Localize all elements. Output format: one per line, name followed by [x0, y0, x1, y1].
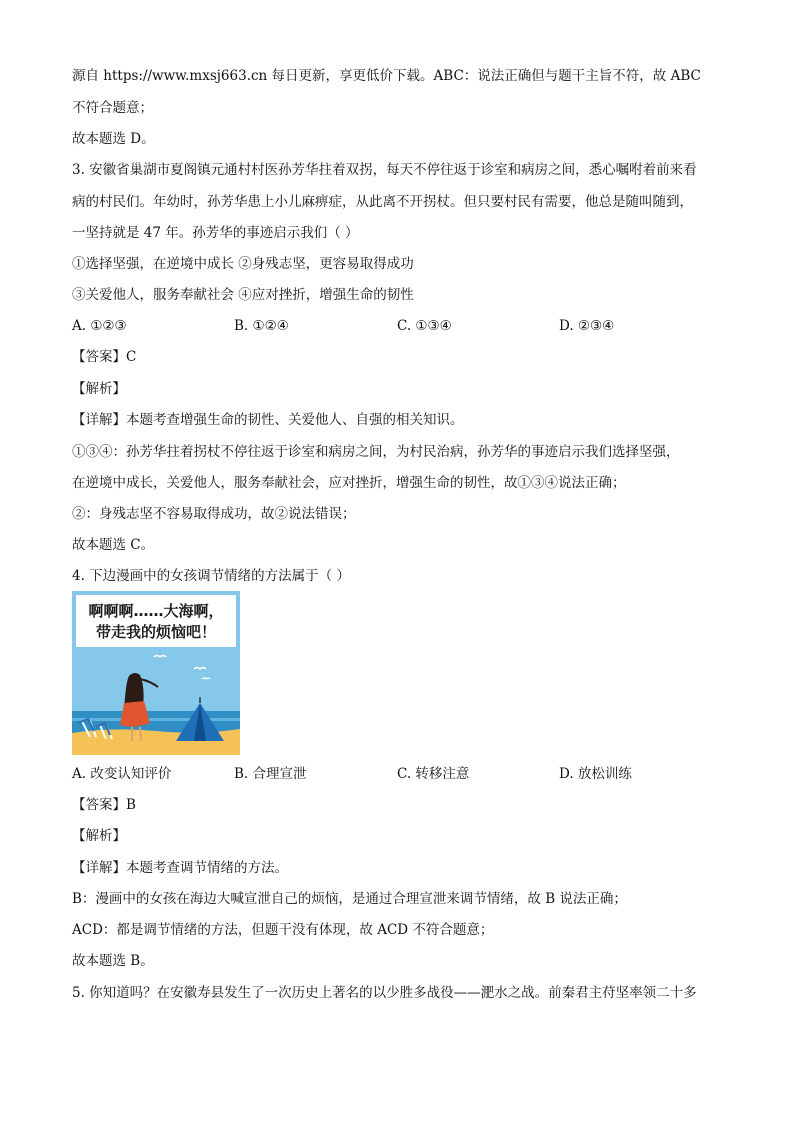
question-3-statements: ③关爱他人，服务奉献社会 ④应对挫折，增强生命的韧性	[72, 287, 414, 303]
option-b: B. ①②④	[234, 318, 289, 334]
caption-line-2: 带走我的烦恼吧！	[95, 623, 217, 641]
answer-label: 【答案】C	[72, 349, 137, 365]
question-3-statements: ①选择坚强，在逆境中成长 ②身残志坚，更容易取得成功	[72, 256, 414, 272]
question-3-options	[72, 316, 732, 336]
text-line: 故本题选 D。	[72, 131, 155, 147]
explanation-line: ②：身残志坚不容易取得成功，故②说法错误；	[72, 506, 356, 522]
question-3-stem: 3. 安徽省巢湖市夏阁镇元通村村医孙芳华拄着双拐，每天不停往返于诊室和病房之间，悉心嘱咐着前来看	[72, 162, 697, 178]
text-line: 源自 https://www.mxsj663.cn 每日更新，享更低价下载。ABC：说法正确但与题干主旨不符，故 ABC	[72, 68, 701, 84]
question-4-options	[72, 764, 732, 784]
option-c: C. ①③④	[397, 318, 452, 334]
option-b: B. 合理宣泄	[234, 766, 307, 782]
question-3-stem: 一坚持就是 47 年。孙芳华的事迹启示我们（ ）	[72, 225, 359, 241]
option-c: C. 转移注意	[397, 766, 470, 782]
explanation-line: ①③④：孙芳华拄着拐杖不停往返于诊室和病房之间，为村民治病，孙芳华的事迹启示我们选择坚强，	[72, 444, 680, 460]
question-3-stem: 病的村民们。年幼时，孙芳华患上小儿麻痹症，从此离不开拐杖。但只要村民有需要，他总是随叫随到，	[72, 194, 693, 210]
option-d: D. ②③④	[559, 318, 615, 334]
analysis-label: 【解析】	[72, 381, 126, 397]
explanation-line: 故本题选 C。	[72, 537, 155, 553]
option-a: A. ①②③	[72, 318, 127, 334]
explanation-line: 【详解】本题考查调节情绪的方法。	[72, 860, 288, 876]
explanation-line: ACD：都是调节情绪的方法，但题干没有体现，故 ACD 不符合题意；	[72, 922, 494, 938]
caption-line-1: 啊啊啊……大海啊，	[88, 602, 224, 620]
option-a: A. 改变认知评价	[72, 766, 172, 782]
question-5-stem: 5. 你知道吗？在安徽寿县发生了一次历史上著名的以少胜多战役——淝水之战。前秦君主苻坚率领二十多	[72, 985, 697, 1001]
text-line: 不符合题意；	[72, 100, 153, 116]
cartoon-image	[72, 591, 240, 755]
explanation-line: 在逆境中成长，关爱他人，服务奉献社会，应对挫折，增强生命的韧性，故①③④说法正确；	[72, 475, 626, 491]
option-d: D. 放松训练	[559, 766, 632, 782]
question-4-stem: 4. 下边漫画中的女孩调节情绪的方法属于（ ）	[72, 568, 350, 584]
explanation-line: 故本题选 B。	[72, 953, 154, 969]
explanation-line: B：漫画中的女孩在海边大喊宣泄自己的烦恼，是通过合理宣泄来调节情绪，故 B 说法正确；	[72, 891, 627, 907]
analysis-label: 【解析】	[72, 828, 126, 844]
explanation-line: 【详解】本题考查增强生命的韧性、关爱他人、自强的相关知识。	[72, 412, 464, 428]
answer-label: 【答案】B	[72, 797, 136, 813]
